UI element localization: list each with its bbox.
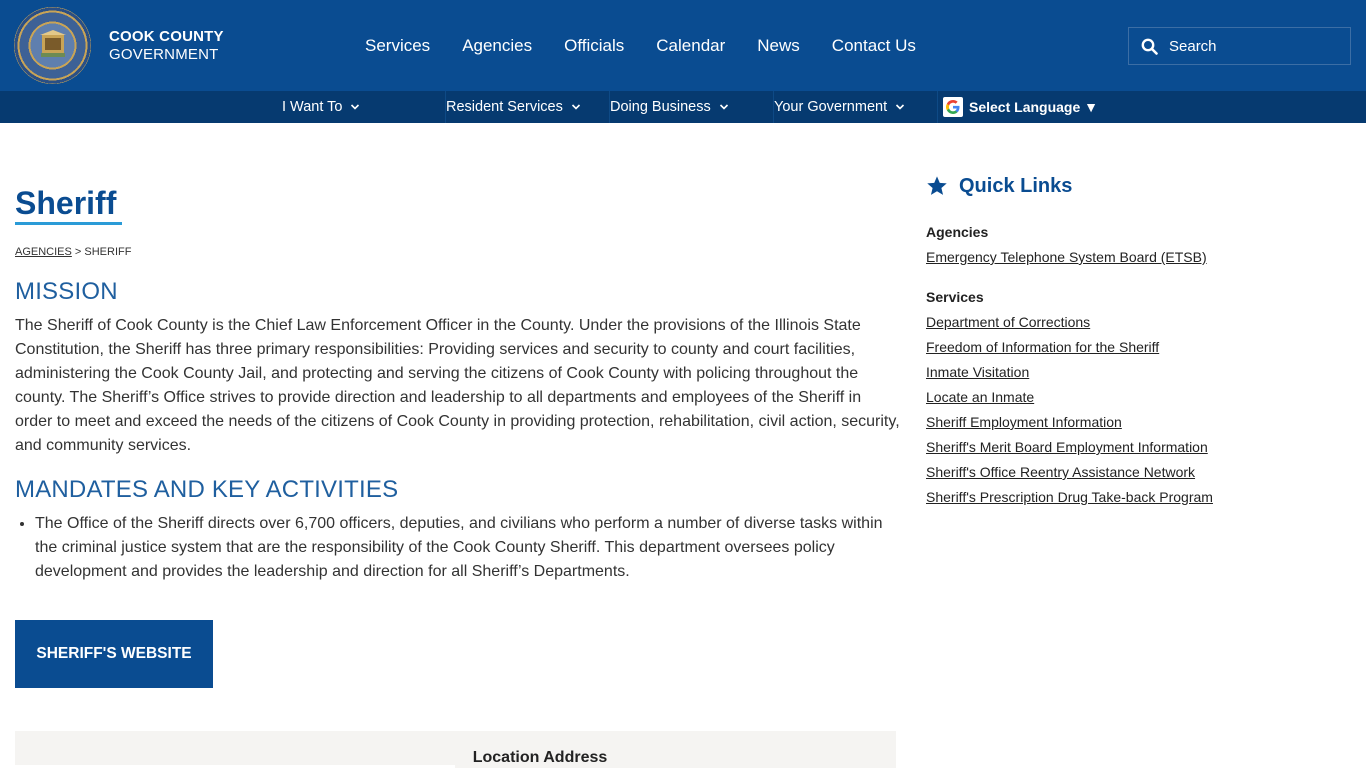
subnav-your-government[interactable] <box>774 91 905 123</box>
subnav-label: Your Government <box>774 99 888 115</box>
search-icon[interactable] <box>1141 38 1158 55</box>
star-icon <box>926 175 948 197</box>
subnav-doing-business[interactable] <box>610 91 729 123</box>
title-underline <box>15 222 122 225</box>
secondary-nav <box>0 91 1366 123</box>
chevron-down-icon <box>571 102 581 112</box>
location-panel <box>15 731 896 768</box>
mission-text: The Sheriff of Cook County is the Chief Law Enforcement Officer in the County. Under the provisions of the Illinois State Constitution, the Sheriff has three primary responsibilities: Providing services and security to county and court facilities, administering the Cook County Jail, and protecting and serving the citizens of Cook County with policing throughout the county. The Sheriff’s Office strives to provide direction and leadership to all departments and employees of the Sheriff in order to meet and exceed the needs of the citizens of Cook County in providing protection, rehabilitation, civil action, security, and community services. <box>15 317 900 454</box>
location-title: Location Address <box>472 749 608 766</box>
quick-link-merit-board[interactable]: Sheriff's Merit Board Employment Information <box>926 439 1208 455</box>
google-g-icon <box>943 97 963 117</box>
nav-contact-us[interactable]: Contact Us <box>831 36 916 55</box>
brand-line2: GOVERNMENT <box>109 46 219 63</box>
nav-agencies[interactable]: Agencies <box>462 36 533 55</box>
breadcrumb-agencies-link[interactable]: AGENCIES <box>15 246 72 258</box>
quick-links-title: Quick Links <box>959 175 1073 197</box>
sheriff-website-button[interactable]: SHERIFF'S WEBSITE <box>15 620 213 688</box>
quick-link-inmate-visitation[interactable]: Inmate Visitation <box>926 364 1030 380</box>
quick-link-locate-inmate[interactable]: Locate an Inmate <box>926 389 1035 405</box>
page-title: Sheriff <box>15 185 117 221</box>
quick-links-group-services: Services <box>926 289 984 305</box>
chevron-down-icon <box>350 102 360 112</box>
quick-link-etsb[interactable]: Emergency Telephone System Board (ETSB) <box>926 249 1207 265</box>
main-nav <box>365 34 948 58</box>
search-box[interactable] <box>1128 27 1351 65</box>
chevron-down-icon <box>895 102 905 112</box>
subnav-label: Resident Services <box>446 99 563 115</box>
quick-link-drug-takeback[interactable]: Sheriff's Prescription Drug Take-back Program <box>926 489 1213 505</box>
site-header <box>0 0 1366 91</box>
language-selector[interactable] <box>943 96 1098 118</box>
seal-emblem <box>38 29 68 61</box>
nav-news[interactable]: News <box>757 36 800 55</box>
breadcrumb <box>15 244 131 260</box>
mandates-heading: MANDATES AND KEY ACTIVITIES <box>15 476 399 503</box>
mandates-list <box>35 512 900 584</box>
nav-calendar[interactable]: Calendar <box>656 36 726 55</box>
quick-link-reentry[interactable]: Sheriff's Office Reentry Assistance Network <box>926 464 1196 480</box>
breadcrumb-separator: > <box>71 246 85 258</box>
county-seal-icon[interactable] <box>14 7 91 84</box>
quick-link-employment[interactable]: Sheriff Employment Information <box>926 414 1122 430</box>
list-item: • The Office of the Sheriff directs over 6,700 officers, deputies, and civilians who perform a number of diverse tasks within the criminal justice system that are the responsibility of the Cook County Sheriff. This department oversees policy development and provides the leadership and direction for all Sheriff’s Departments. <box>35 512 900 584</box>
nav-officials[interactable]: Officials <box>564 36 625 55</box>
subnav-divider <box>937 91 938 123</box>
breadcrumb-current: SHERIFF <box>84 246 132 258</box>
subnav-label: Doing Business <box>610 99 711 115</box>
quick-link-corrections[interactable]: Department of Corrections <box>926 314 1091 330</box>
brand-line1: COOK COUNTY <box>109 28 224 45</box>
subnav-label: I Want To <box>282 99 343 115</box>
search-input[interactable] <box>1169 36 1339 56</box>
subnav-i-want-to[interactable] <box>282 91 360 123</box>
quick-links-header <box>926 173 1072 199</box>
quick-links-group-agencies: Agencies <box>926 224 989 240</box>
language-selector-label: Select Language ▼ <box>969 99 1099 115</box>
subnav-resident-services[interactable] <box>446 91 581 123</box>
chevron-down-icon <box>719 102 729 112</box>
nav-services[interactable]: Services <box>365 36 431 55</box>
google-g-glyph <box>945 99 961 115</box>
brand-wordmark[interactable] <box>109 28 224 64</box>
mission-heading: MISSION <box>15 278 118 305</box>
quick-link-foia[interactable]: Freedom of Information for the Sheriff <box>926 339 1160 355</box>
